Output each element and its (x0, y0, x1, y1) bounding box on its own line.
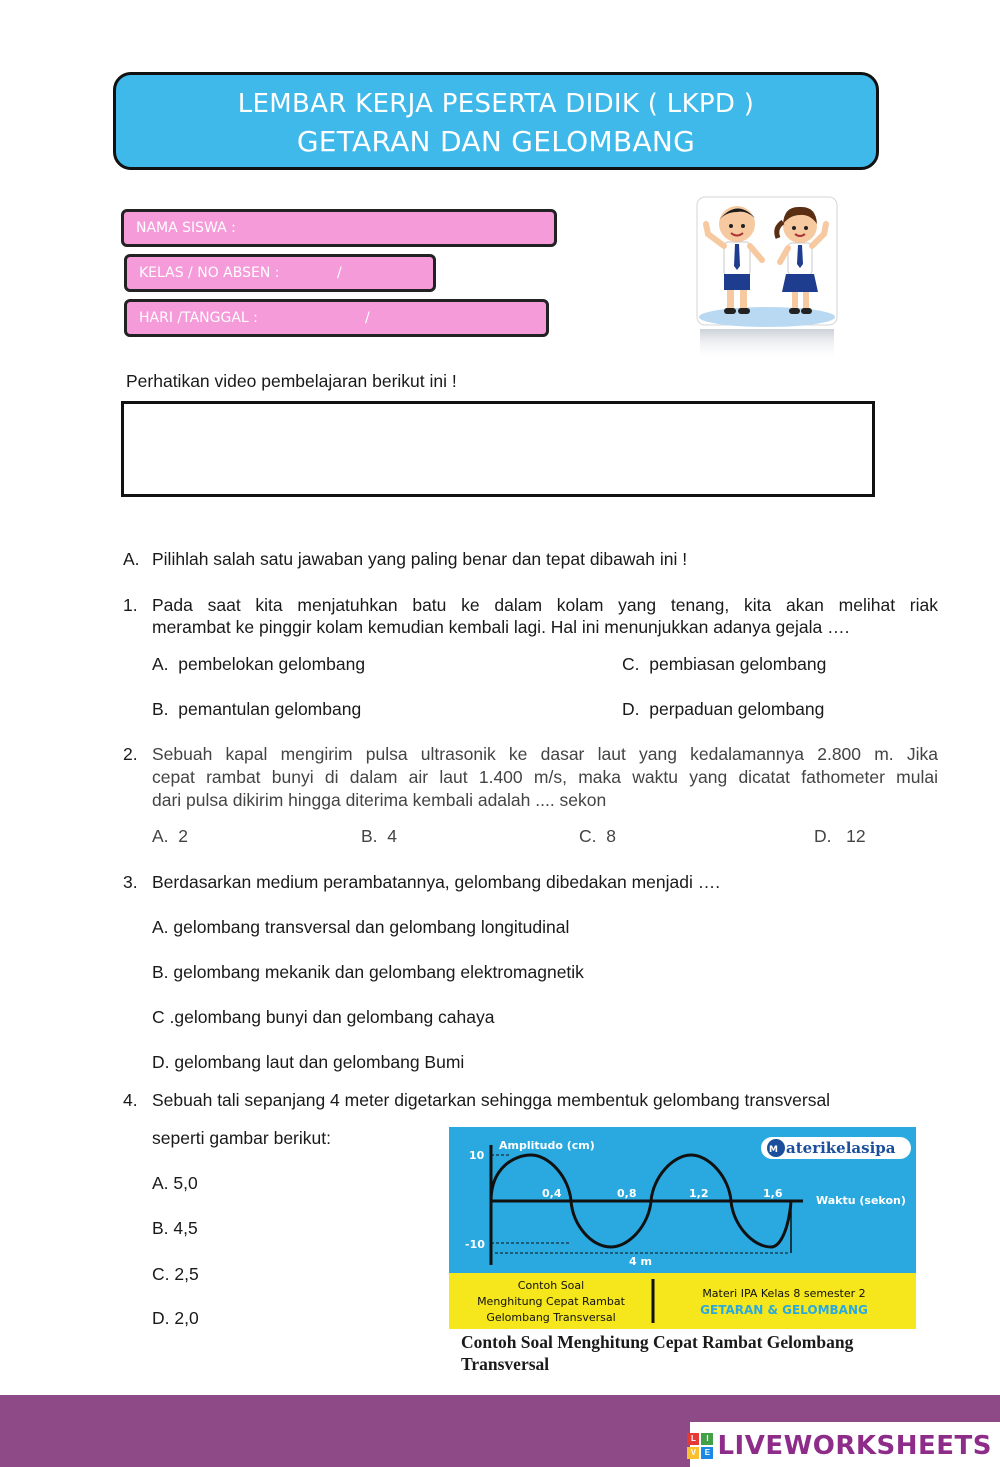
option-text: perpaduan gelombang (649, 699, 825, 719)
option-letter: D. (814, 826, 832, 846)
question-text-line: merambat ke pinggir kolam kemudian kembali lagi. Hal ini menunjukkan adanya gejala …. (152, 617, 850, 637)
caption-right-title: GETARAN & GELOMBANG (700, 1303, 868, 1317)
day-date-separator: / (365, 310, 370, 326)
question-number: 2. (123, 744, 138, 764)
y-axis-label: Amplitudo (cm) (499, 1139, 595, 1152)
option-text: pembiasan gelombang (649, 654, 827, 674)
question-text-line: Pada saat kita menjatuhkan batu ke dalam kolam yang tenang, kita akan melihat riak (152, 595, 938, 615)
video-instruction: Perhatikan video pembelajaran berikut ini ! (126, 371, 457, 391)
site-logo-text: aterikelasipa (786, 1139, 896, 1157)
question-number: 4. (123, 1090, 138, 1110)
caption-left-line: Contoh Soal (517, 1279, 585, 1292)
question-text-line: dari pulsa dikirim hingga diterima kembali adalah .... sekon (152, 790, 607, 810)
option-text: 8 (606, 826, 616, 846)
x-tick: 1,6 (763, 1187, 783, 1200)
brand-blocks-icon: L I V E (687, 1433, 713, 1459)
answer-option[interactable]: D. gelombang laut dan gelombang Bumi (152, 1052, 465, 1072)
answer-option[interactable] (152, 698, 361, 720)
section-label: A. (123, 549, 140, 569)
option-letter: A. (152, 654, 169, 674)
answer-option[interactable]: B. gelombang mekanik dan gelombang elektromagnetik (152, 962, 584, 982)
option-letter: B. (361, 826, 378, 846)
y-tick-bottom: -10 (465, 1238, 485, 1251)
question-text-line: Sebuah tali sepanjang 4 meter digetarkan sehingga membentuk gelombang transversal (152, 1090, 831, 1110)
answer-option[interactable] (361, 825, 397, 847)
caption-left-line: Menghitung Cepat Rambat (477, 1295, 625, 1308)
students-illustration (694, 194, 840, 364)
day-date-field[interactable] (124, 299, 549, 337)
caption-right-subtitle: Materi IPA Kelas 8 semester 2 (702, 1287, 866, 1300)
section-instruction: Pilihlah salah satu jawaban yang paling benar dan tepat dibawah ini ! (152, 549, 688, 569)
caption-left-line: Gelombang Transversal (486, 1311, 616, 1324)
worksheet-title: LEMBAR KERJA PESERTA DIDIK ( LKPD ) (237, 89, 755, 119)
class-number-label: KELAS / NO ABSEN : (139, 265, 280, 281)
day-date-label: HARI /TANGGAL : (139, 310, 258, 326)
answer-option[interactable] (814, 825, 866, 847)
x-tick: 0,8 (617, 1187, 637, 1200)
y-tick-top: 10 (469, 1149, 485, 1162)
option-letter: B. (152, 699, 169, 719)
option-letter: A. (152, 826, 169, 846)
liveworksheets-logo[interactable] (687, 1430, 992, 1462)
worksheet-title-banner (113, 72, 879, 170)
option-letter: C. (622, 654, 640, 674)
figure-caption-line: Transversal (461, 1354, 550, 1374)
x-axis-label: Waktu (sekon) (816, 1194, 906, 1207)
x-tick: 1,2 (689, 1187, 709, 1200)
option-text: 4 (387, 826, 398, 846)
option-letter: D. (622, 699, 640, 719)
worksheet-topic: GETARAN DAN GELOMBANG (296, 125, 696, 158)
class-number-field[interactable] (124, 254, 436, 292)
option-letter: C. (579, 826, 597, 846)
question-text-line: Berdasarkan medium perambatannya, gelombang dibedakan menjadi …. (152, 872, 721, 892)
svg-text:M: M (769, 1145, 778, 1155)
question-number: 1. (123, 595, 138, 615)
x-tick: 0,4 (542, 1187, 562, 1200)
question-text-line: seperti gambar berikut: (152, 1128, 331, 1148)
answer-option[interactable]: A. gelombang transversal dan gelombang longitudinal (152, 917, 570, 937)
answer-option[interactable]: C .gelombang bunyi dan gelombang cahaya (152, 1007, 495, 1027)
question-number: 3. (123, 872, 138, 892)
wave-length-label: 4 m (629, 1255, 652, 1268)
question-text-line: cepat rambat bunyi di dalam air laut 1.400 m/s, maka waktu yang dicatat fathometer mulai (152, 767, 938, 787)
transverse-wave-figure (449, 1127, 916, 1329)
option-text: pemantulan gelombang (178, 699, 362, 719)
option-text: pembelokan gelombang (178, 654, 366, 674)
answer-option[interactable] (152, 653, 365, 675)
answer-option[interactable] (622, 653, 826, 675)
student-name-label: NAMA SISWA : (136, 220, 236, 236)
student-name-field[interactable] (121, 209, 557, 247)
answer-option[interactable]: C. 2,5 (152, 1264, 199, 1284)
brand-text: LIVEWORKSHEETS (717, 1431, 992, 1461)
option-text: 2 (178, 826, 189, 846)
question-text-line: Sebuah kapal mengirim pulsa ultrasonik ke dasar laut yang kedalamannya 2.800 m. Jika (152, 744, 938, 764)
class-number-separator: / (337, 265, 342, 281)
answer-option[interactable] (152, 825, 188, 847)
figure-caption (461, 1331, 853, 1375)
answer-option[interactable] (579, 825, 616, 847)
option-text: 12 (846, 826, 866, 846)
answer-option[interactable]: B. 4,5 (152, 1218, 198, 1238)
video-embed-area[interactable] (121, 401, 875, 497)
answer-option[interactable] (622, 698, 824, 720)
answer-option[interactable]: D. 2,0 (152, 1308, 199, 1328)
figure-caption-line: Contoh Soal Menghitung Cepat Rambat Gelombang (461, 1332, 854, 1352)
answer-option[interactable]: A. 5,0 (152, 1173, 198, 1193)
